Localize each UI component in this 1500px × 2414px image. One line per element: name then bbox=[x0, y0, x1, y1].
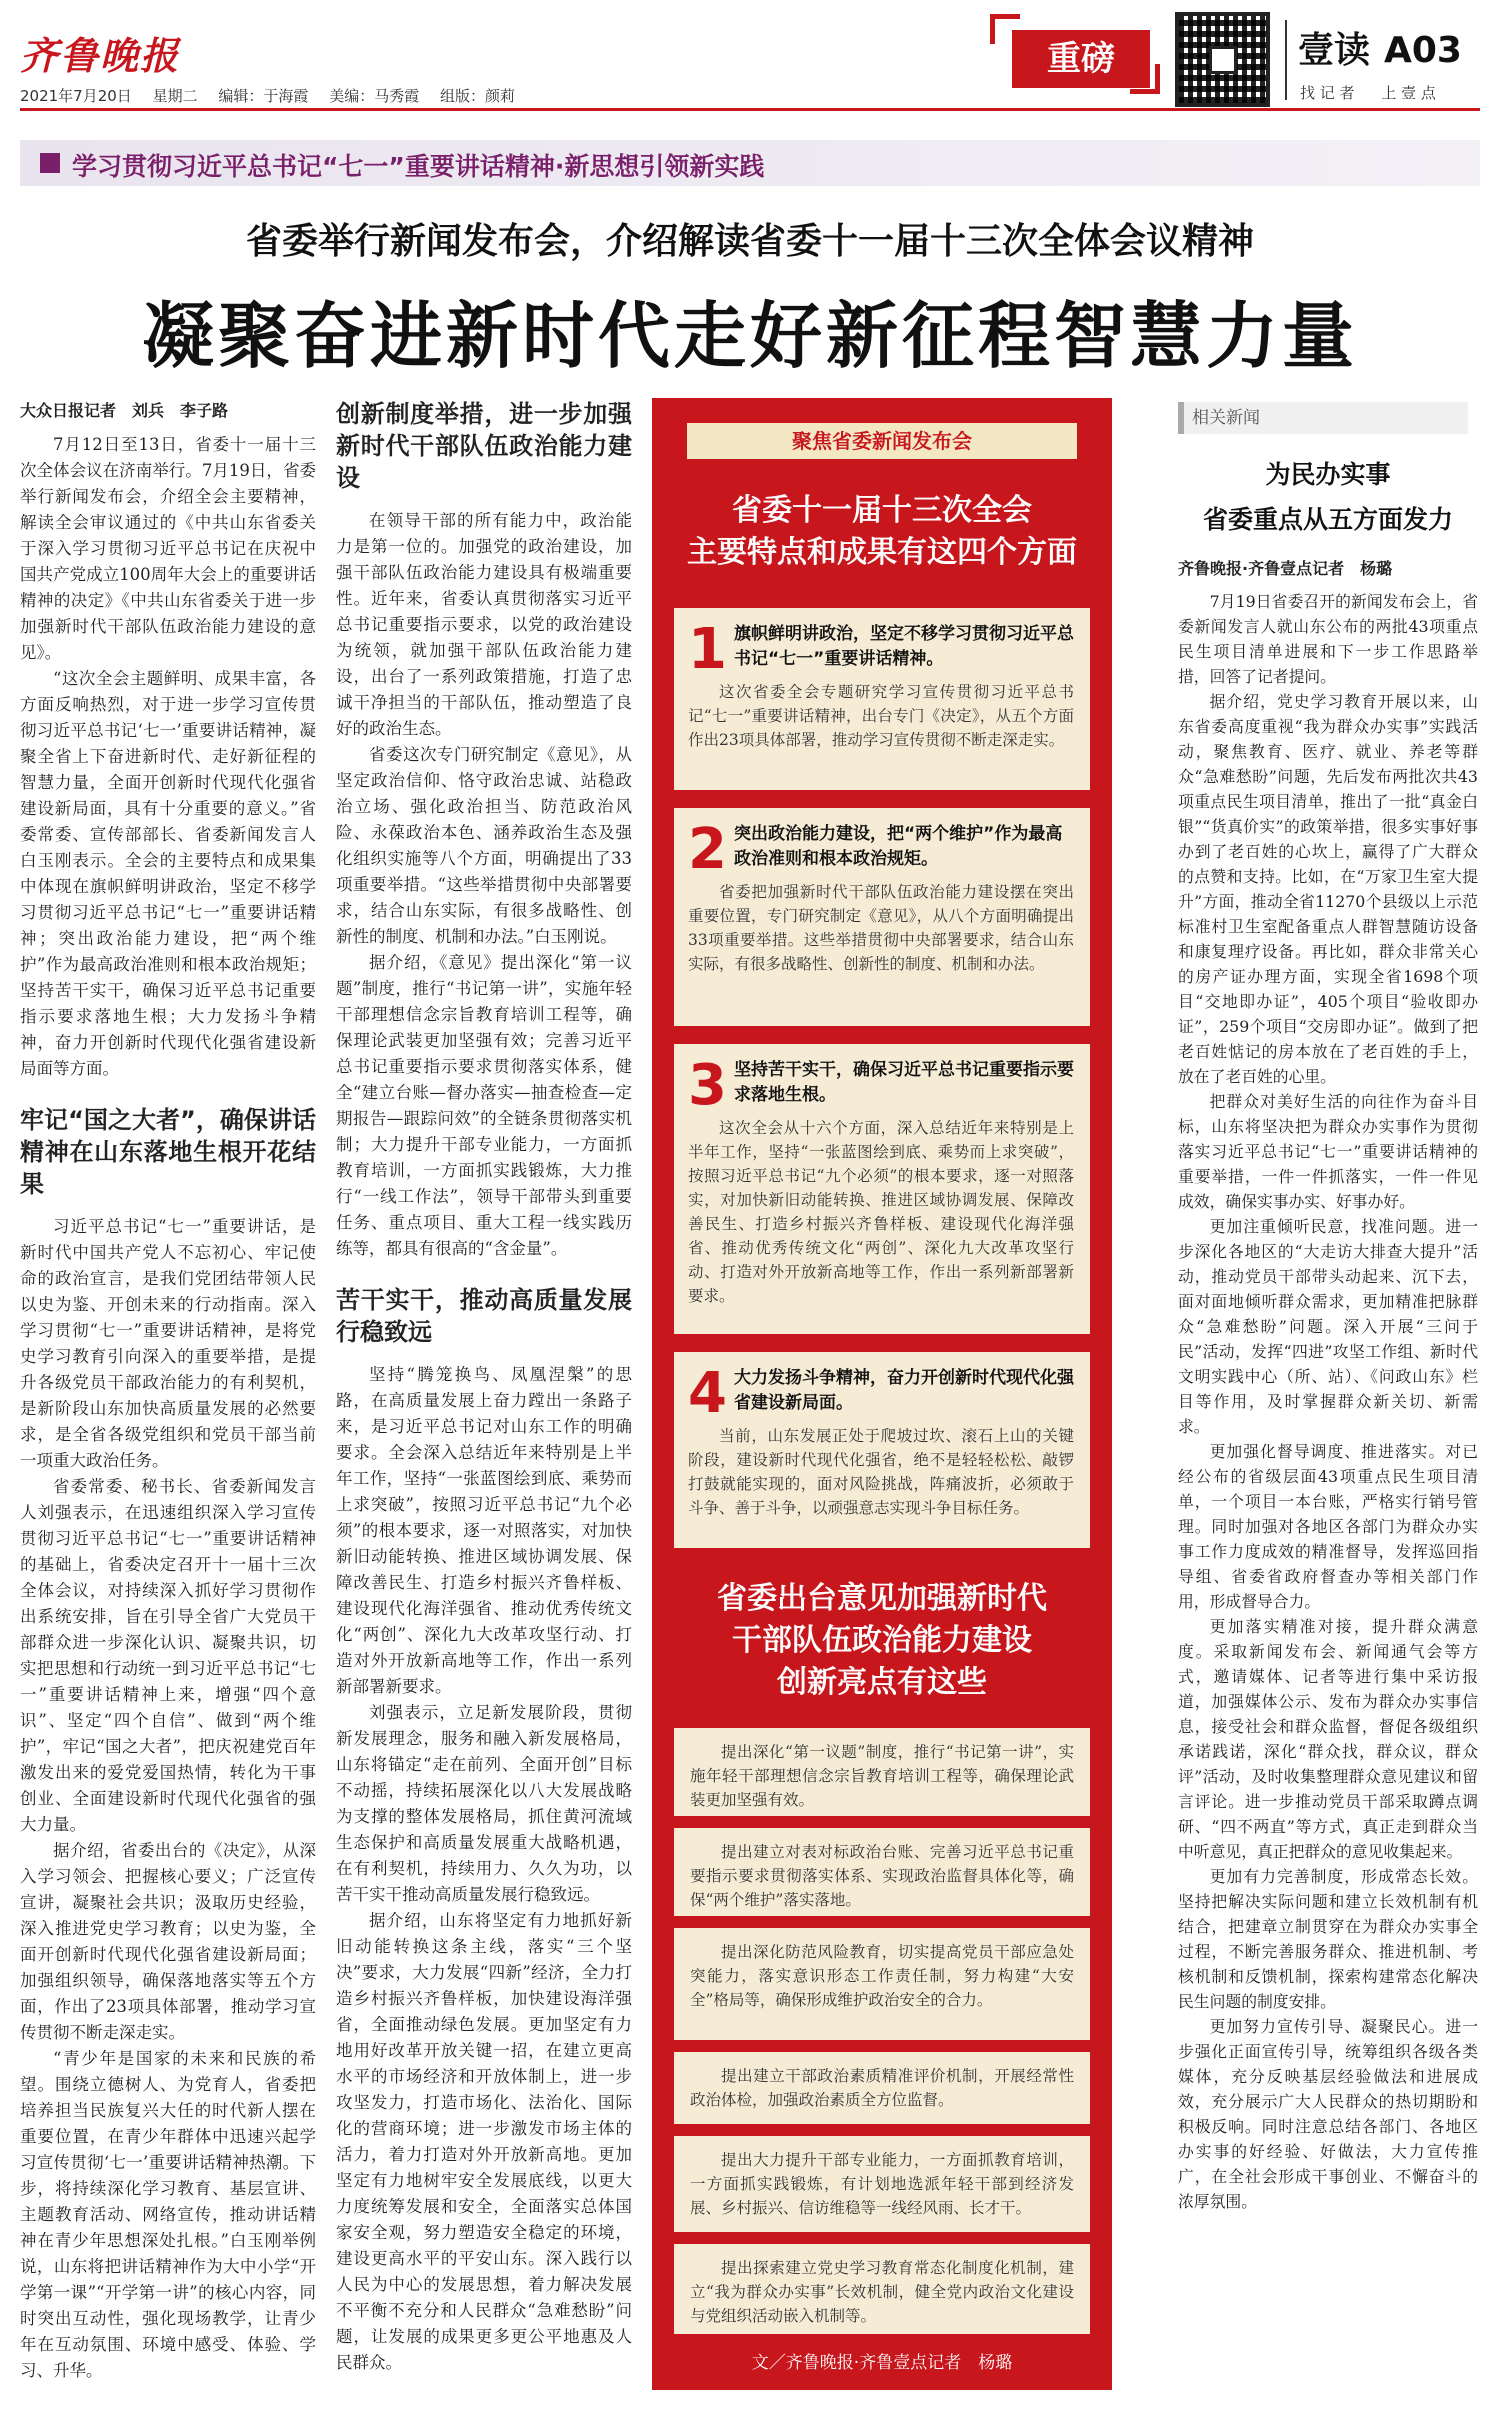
paragraph: 更加努力宣传引导、凝聚民心。进一步强化正面宣传引导，统筹组织各级各类媒体，充分反映基层经验做法和进展成效，充分展示广大人民群众的热切期盼和积极反响。同时注意总结各部门、各地区办实事的好经验、好做法，大力宣传推广，在全社会形成干事创业、不懈奋斗的浓厚氛围。 bbox=[1178, 2017, 1478, 2211]
card-number: 1 bbox=[688, 617, 727, 682]
paragraph: 7月19日省委召开的新闻发布会上，省委新闻发言人就山东公布的两批43项重点民生项目清单进展和下一步工作思路举措，回答了记者提问。 bbox=[1178, 592, 1478, 686]
article-headline: 凝聚奋进新时代走好新征程智慧力量 bbox=[141, 294, 1358, 378]
paragraph: 省委这次专门研究制定《意见》，从坚定政治信仰、恪守政治忠诚、站稳政治立场、强化政治担当、防范政治风险、永葆政治本色、涵养政治生态及强化组织实施等八个方面，明确提出了33项重要举措。“这些举措贯彻中央部署要求，结合山东实际，有很多战略性、创新性的制度、机制和办法。”白玉刚说。 bbox=[336, 745, 632, 946]
masthead-rule bbox=[20, 108, 1480, 111]
weekday: 星期二 bbox=[152, 87, 198, 105]
paragraph: 更加有力完善制度，形成常态长效。坚持把解决实际问题和建立长效机制有机结合，把建章立制贯穿在为群众办实事全过程，不断完善服务群众、推进机制、考核机制和反馈机制，探索构建常态化解决民生问题的制度安排。 bbox=[1178, 1867, 1478, 2011]
paragraph: 更加落实精准对接，提升群众满意度。采取新闻发布会、新闻通气会等方式，邀请媒体、记者等进行集中采访报道，加强媒体公示、发布为群众办实事信息，接受社会和群众监督，督促各级组织承诺践诺，深化“群众找，群众议，群众评”活动，及时收集整理群众意见建议和留言评论。进一步推动党员干部采取蹲点调研、“四不两直”等方式，真正走到群众当中听意见，真正把群众的意见收集起来。 bbox=[1178, 1617, 1478, 1861]
related-byline: 齐鲁晚报·齐鲁壹点记者 杨璐 bbox=[1178, 559, 1393, 578]
paragraph: 据介绍，山东将坚定有力地抓好新旧动能转换这条主线，落实“三个坚决”要求，大力发展“四新”经济，全力打造乡村振兴齐鲁样板，加快建设海洋强省，全面推动绿色发展。更加坚定有力地用好改革开放关键一招，在建立更高水平的市场经济和开放体制上，进一步攻坚发力，打造市场化、法治化、国际化的营商环境；进一步激发市场主体的活力，着力打造对外开放新高地。更加坚定有力地树牢安全发展底线，以更大力度统筹发展和安全，全面落实总体国家安全观，努力塑造安全稳定的环境，建设更高水平的平安山东。深入践行以人民为中心的发展思想，着力解决发展不平衡不充分和人民群众“急难愁盼”问题，让发展的成果更多更公平地惠及人民群众。 bbox=[336, 1911, 632, 2372]
card-title: 旗帜鲜明讲政治，坚定不移学习贯彻习近平总书记“七一”重要讲话精神。 bbox=[734, 624, 1074, 669]
feature-panel bbox=[652, 398, 1112, 2390]
feature-card bbox=[674, 1352, 1090, 1548]
section-heading: 苦干实干，推动高质量发展行稳致远 bbox=[336, 1286, 632, 1346]
card-body: 这次全会从十六个方面，深入总结近年来特别是上半年工作，坚持“一张蓝图绘到底、乘势而上求突破”，按照习近平总书记“九个必须”的根本要求，逐一对照落实，对加快新旧动能转换、推进区域协调发展、保障改善民生、打造乡村振兴齐鲁样板、建设现代化海洋强省、推动优秀传统文化“两创”、深化九大改革攻坚行动、打造对外开放新高地等工作，作出一系列新部署新要求。 bbox=[688, 1119, 1074, 1305]
paragraph: 把群众对美好生活的向往作为奋斗目标，山东将坚决把为群众办实事作为贯彻落实习近平总书记“七一”重要讲话精神的重要举措，一件一件抓落实，一件一件见成效，确保实事办实、好事办好。 bbox=[1178, 1092, 1478, 1211]
paragraph: 更加强化督导调度、推进落实。对已经公布的省级层面43项重点民生项目清单，一个项目一本台账，严格实行销号管理。同时加强对各地区各部门为群众办实事工作力度成效的精准督导，发挥巡回指导组、省委省政府督查办等相关部门作用，形成督导合力。 bbox=[1178, 1442, 1478, 1611]
feature-credit: 文／齐鲁晚报·齐鲁壹点记者 杨璐 bbox=[751, 2353, 1013, 2373]
card-title: 大力发扬斗争精神，奋力开创新时代现代化强省建设新局面。 bbox=[734, 1368, 1074, 1413]
related-column bbox=[1178, 556, 1478, 2390]
topic-banner-text: 学习贯彻习近平总书记“七一”重要讲话精神·新思想引领新实践 bbox=[72, 152, 765, 181]
card-body: 当前，山东发展正处于爬坡过坎、滚石上山的关键阶段，建设新时代现代化强省，绝不是轻轻松松、敲锣打鼓就能实现的，面对风险挑战，阵痛波折，必须敢于斗争、善于斗争，以顽强意志实现斗争目标任务。 bbox=[688, 1427, 1074, 1517]
paragraph: 坚持“腾笼换鸟、凤凰涅槃”的思路，在高质量发展上奋力蹚出一条路子来，是习近平总书记对山东工作的明确要求。全会深入总结近年来特别是上半年工作，坚持“一张蓝图绘到底、乘势而上求突破”，按照习近平总书记“九个必须”的根本要求，逐一对照落实，对加快新旧动能转换、推进区域协调发展、保障改善民生、打造乡村振兴齐鲁样板、建设现代化海洋强省、推动优秀传统文化“两创”、深化九大改革攻坚行动、打造对外开放新高地等工作，作出一系列新部署新要求。 bbox=[336, 1365, 632, 1696]
feature-card bbox=[674, 1044, 1090, 1334]
related-title-line1: 为民办实事 bbox=[1265, 460, 1391, 489]
proofreader: 组版：颜莉 bbox=[439, 87, 515, 105]
section-label: 重磅 bbox=[1012, 30, 1150, 88]
feature-title-1: 省委十一届十三次全会 主要特点和成果有这四个方面 bbox=[687, 493, 1077, 570]
paragraph: 在领导干部的所有能力中，政治能力是第一位的。加强党的政治建设，加强干部队伍政治能力建设具有极端重要性。近年来，省委认真贯彻落实习近平总书记重要指示要求，以党的政治建设为统领，就加强干部队伍政治能力建设，出台了一系列政策措施，打造了忠诚干净担当的干部队伍，推动塑造了良好的政治生态。 bbox=[336, 511, 632, 738]
contact-line bbox=[1300, 82, 1458, 103]
paragraph: 省委常委、秘书长、省委新闻发言人刘强表示，在迅速组织深入学习宣传贯彻习近平总书记“七一”重要讲话精神的基础上，省委决定召开十一届十三次全体会议，对持续深入抓好学习贯彻作出系统安排，旨在引导全省广大党员干部群众进一步深化认识、凝聚共识，切实把思想和行动统一到习近平总书记“七一”重要讲话精神上来，增强“四个意识”、坚定“四个自信”、做到“两个维护”，牢记“国之大者”，把庆祝建党百年激发出来的爱党爱国热情，转化为干事创业、全面建设新时代现代化强省的强大力量。 bbox=[20, 1477, 316, 1834]
app-name: 上 壹 点 bbox=[1381, 84, 1436, 102]
page-name: 壹读 bbox=[1298, 30, 1371, 71]
card-title: 突出政治能力建设，把“两个维护”作为最高政治准则和根本政治规矩。 bbox=[734, 824, 1063, 869]
newspaper-logo: 齐鲁晚报 bbox=[20, 33, 181, 78]
paragraph: 据介绍，省委出台的《决定》，从深入学习领会、把握核心要义；广泛宣传宣讲，凝聚社会共识；汲取历史经验，深入推进党史学习教育；以史为鉴，全面开创新时代现代化强省建设新局面；加强组织领导，确保落地落实等五个方面，作出了23项具体部署，推动学习宣传贯彻不断走深走实。 bbox=[20, 1841, 316, 2042]
paragraph: “这次全会主题鲜明、成果丰富，各方面反响热烈，对于进一步学习宣传贯彻习近平总书记‘七一’重要讲话精神，凝聚全省上下奋进新时代、走好新征程的智慧力量，全面开创新时代现代化强省建设新局面，具有十分重要的意义。”省委常委、宣传部部长、省委新闻发言人白玉刚表示。全会的主要特点和成果集中体现在旗帜鲜明讲政治，坚定不移学习贯彻习近平总书记“七一”重要讲话精神；突出政治能力建设，把“两个维护”作为最高政治准则和根本政治规矩；坚持苦干实干，确保习近平总书记重要指示要求落地生根；大力发扬斗争精神，奋力开创新时代现代化强省建设新局面等方面。 bbox=[20, 669, 316, 1078]
paragraph: 据介绍，《意见》提出深化“第一议题”制度，推行“书记第一讲”，实施年轻干部理想信念宗旨教育培训工程等，确保理论武装更加坚强有效；完善习近平总书记重要指示要求贯彻落实体系，健全“建立台账—督办落实—抽查检查—定期报告—跟踪问效”的全链条贯彻落实机制；大力提升干部专业能力，一方面抓教育培训，一方面抓实践锻炼，大力推行“一线工作法”，领导干部带头到重要任务、重点项目、重大工程一线实践历练等，都具有很高的“含金量”。 bbox=[336, 953, 632, 1258]
qr-code-icon[interactable] bbox=[1175, 12, 1270, 107]
related-news-label: 相关新闻 bbox=[1178, 402, 1468, 434]
paragraph: 7月12日至13日，省委十一届十三次全体会议在济南举行。7月19日，省委举行新闻发布会，介绍全会主要精神，解读全会审议通过的《中共山东省委关于深入学习贯彻习近平总书记在庆祝中国共产党成立100周年大会上的重要讲话精神的决定》《中共山东省委关于进一步加强新时代干部队伍政治能力建设的意见》。 bbox=[20, 435, 316, 662]
feature-tag: 聚焦省委新闻发布会 bbox=[687, 423, 1077, 459]
paragraph: 习近平总书记“七一”重要讲话，是新时代中国共产党人不忘初心、牢记使命的政治宣言，是我们党团结带领人民以史为鉴、开创未来的行动指南。深入学习贯彻“七一”重要讲话精神，是将党史学习教育引向深入的重要举措，是提升各级党员干部政治能力的有利契机，是新阶段山东加快高质量发展的必然要求，是全省各级党组织和党员干部当前一项重大政治任务。 bbox=[20, 1217, 316, 1470]
section-heading: 牢记“国之大者”，确保讲话精神在山东落地生根开花结果 bbox=[20, 1106, 316, 1198]
list-item: 提出大力提升干部专业能力，一方面抓教育培训，一方面抓实践锻炼，有计划地选派年轻干部到经济发展、乡村振兴、信访维稳等一线经风雨、长才干。 bbox=[674, 2136, 1090, 2232]
page-number: A03 bbox=[1384, 30, 1462, 71]
masthead bbox=[0, 0, 1500, 140]
article-byline: 大众日报记者 刘兵 李子路 bbox=[20, 401, 229, 420]
card-number: 2 bbox=[688, 817, 727, 882]
related-title-line2: 省委重点从五方面发力 bbox=[1202, 505, 1453, 534]
card-number: 4 bbox=[688, 1361, 727, 1426]
list-item: 提出建立干部政治素质精准评价机制，开展经常性政治体检，加强政治素质全方位监督。 bbox=[674, 2052, 1090, 2124]
card-number: 3 bbox=[688, 1053, 727, 1118]
paragraph: 据介绍，党史学习教育开展以来，山东省委高度重视“我为群众办实事”实践活动，聚焦教育、医疗、就业、养老等群众“急难愁盼”问题，先后发布两批次共43项重点民生项目清单，推出了一批“真金白银”“货真价实”的政策举措，很多实事好事办到了老百姓的心坎上，赢得了广大群众的点赞和支持。比如，在“万家卫生室大提升”方面，推动全省11270个县级以上示范标准村卫生室配备重点人群智慧随访设备和康复理疗设备。再比如，群众非常关心的房产证办理方面，实现全省1698个项目“交地即办证”，405个项目“验收即办证”，259个项目“交房即办证”。做到了把老百姓惦记的房本放在了老百姓的手上，放在了老百姓的心里。 bbox=[1178, 692, 1478, 1086]
article-column-2 bbox=[336, 398, 632, 2390]
section-heading: 创新制度举措，进一步加强新时代干部队伍政治能力建设 bbox=[336, 400, 632, 492]
card-title: 坚持苦干实干，确保习近平总书记重要指示要求落地生根。 bbox=[734, 1060, 1074, 1105]
feature-title-2: 省委出台意见加强新时代 干部队伍政治能力建设 创新亮点有这些 bbox=[717, 1581, 1047, 1700]
article-subhead: 省委举行新闻发布会，介绍解读省委十一届十三次全体会议精神 bbox=[245, 220, 1254, 262]
article-column-1 bbox=[20, 398, 316, 2390]
card-body: 省委把加强新时代干部队伍政治能力建设摆在突出重要位置，专门研究制定《意见》，从八个方面明确提出33项重要举措。这些举措贯彻中央部署要求，结合山东实际，有很多战略性、创新性的制度、机制和办法。 bbox=[688, 883, 1074, 973]
designer: 美编：马秀霞 bbox=[329, 87, 420, 105]
list-item: 提出探索建立党史学习教育常态化制度化机制，建立“我为群众办实事”长效机制，健全党内政治文化建设与党组织活动嵌入机制等。 bbox=[674, 2244, 1090, 2334]
section-badge bbox=[990, 14, 1160, 94]
dateline bbox=[20, 85, 531, 106]
paragraph: “青少年是国家的未来和民族的希望。围绕立德树人、为党育人，省委把培养担当民族复兴大任的时代新人摆在重要位置，在青少年群体中迅速兴起学习宣传贯彻‘七一’重要讲话精神热潮。下步，将持续深化学习教育、基层宣讲、主题教育活动、网络宣传，推动讲话精神在青少年思想深处扎根。”白玉刚举例说，山东将把讲话精神作为大中小学“开学第一课”“开学第一讲”的核心内容，同时突出互动性，强化现场教学，让青少年在互动氛围、环境中感受、体验、学习、升华。 bbox=[20, 2049, 316, 2380]
paragraph: 更加注重倾听民意，找准问题。进一步深化各地区的“大走访大排查大提升”活动，推动党员干部带头动起来、沉下去，面对面地倾听群众需求，更加精准把脉群众“急难愁盼”问题。深入开展“三问于民”活动，发挥“四进”攻坚工作组、新时代文明实践中心（所、站）、《问政山东》栏目等作用，及时掌握群众新关切、新需求。 bbox=[1178, 1217, 1478, 1436]
square-icon bbox=[40, 153, 60, 173]
feature-card bbox=[674, 608, 1090, 790]
editor: 编辑：于海霞 bbox=[218, 87, 309, 105]
issue-date: 2021年7月20日 bbox=[20, 87, 132, 105]
card-body: 这次省委全会专题研究学习宣传贯彻习近平总书记“七一”重要讲话精神，出台专门《决定》，从五个方面作出23项具体部署，推动学习宣传贯彻不断走深走实。 bbox=[688, 683, 1074, 749]
page-label bbox=[1298, 22, 1462, 73]
reporter-contact: 找 记 者 bbox=[1300, 84, 1355, 102]
list-item: 提出建立对表对标政治台账、完善习近平总书记重要指示要求贯彻落实体系、实现政治监督具体化等，确保“两个维护”落实落地。 bbox=[674, 1828, 1090, 1916]
feature-card bbox=[674, 808, 1090, 1026]
paragraph: 刘强表示，立足新发展阶段，贯彻新发展理念，服务和融入新发展格局，山东将锚定“走在前列、全面开创”目标不动摇，持续拓展深化以八大发展战略为支撑的整体发展格局，抓住黄河流域生态保护和高质量发展重大战略机遇，在有利契机，持续用力、久久为功，以苦干实干推动高质量发展行稳致远。 bbox=[336, 1703, 632, 1904]
list-item: 提出深化“第一议题”制度，推行“书记第一讲”，实施年轻干部理想信念宗旨教育培训工程等，确保理论武装更加坚强有效。 bbox=[674, 1728, 1090, 1816]
topic-banner bbox=[20, 140, 1480, 186]
list-item: 提出深化防范风险教育，切实提高党员干部应急处突能力，落实意识形态工作责任制，努力构建“大安全”格局等，确保形成维护政治安全的合力。 bbox=[674, 1928, 1090, 2040]
